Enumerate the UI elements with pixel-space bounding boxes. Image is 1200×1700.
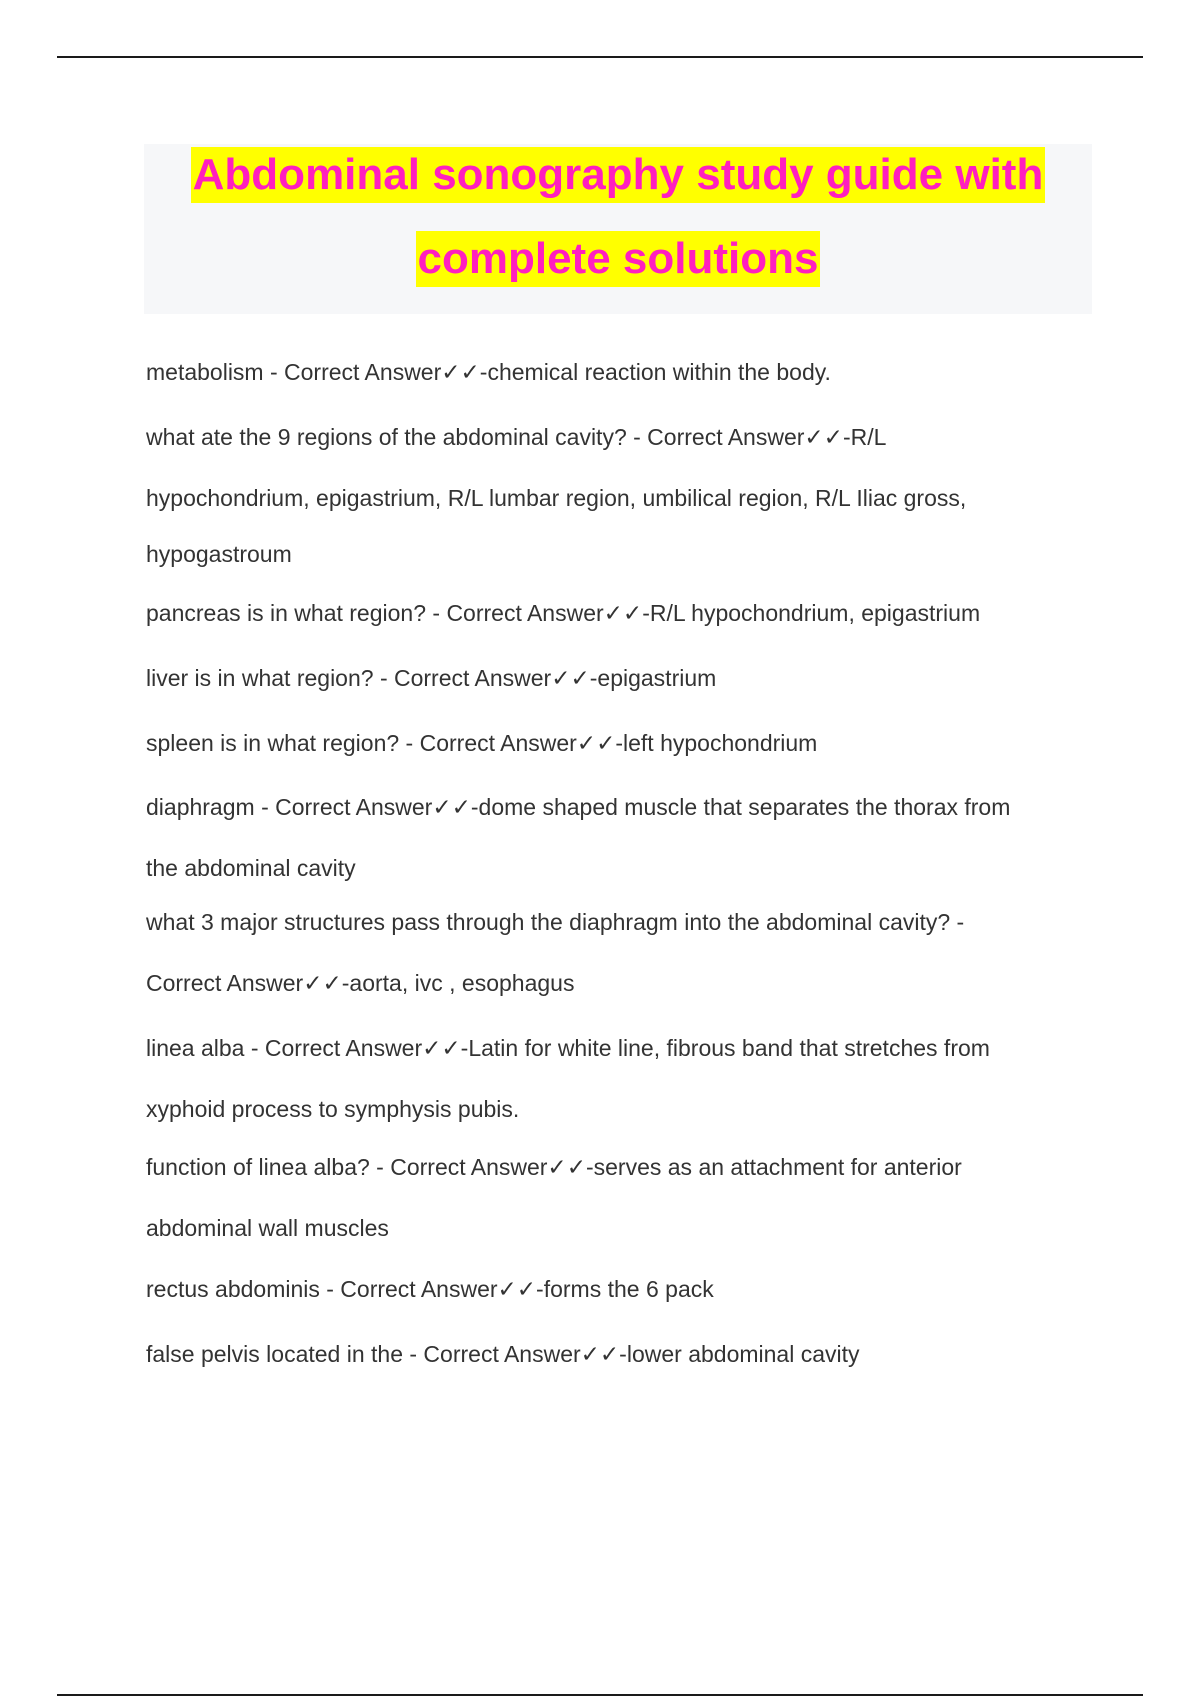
text-line: Correct Answer✓✓-aorta, ivc , esophagus: [146, 970, 575, 996]
text-line: the abdominal cavity: [146, 855, 356, 881]
top-divider: [57, 56, 1143, 58]
text-line: spleen is in what region? - Correct Answer✓✓-left hypochondrium: [146, 730, 818, 756]
text-line: diaphragm - Correct Answer✓✓-dome shaped muscle that separates the thorax from: [146, 794, 1011, 820]
text-line: linea alba - Correct Answer✓✓-Latin for white line, fibrous band that stretches from: [146, 1035, 990, 1061]
text-line: rectus abdominis - Correct Answer✓✓-forms the 6 pack: [146, 1276, 714, 1302]
text-line: what ate the 9 regions of the abdominal cavity? - Correct Answer✓✓-R/L: [146, 424, 887, 450]
title-block: [144, 144, 1092, 314]
text-line: what 3 major structures pass through the diaphragm into the abdominal cavity? -: [146, 909, 965, 935]
document-title-line-2: complete solutions: [416, 231, 821, 287]
text-line: pancreas is in what region? - Correct Answer✓✓-R/L hypochondrium, epigastrium: [146, 600, 981, 626]
bottom-divider: [57, 1694, 1143, 1696]
document-title-line-1: Abdominal sonography study guide with: [191, 147, 1046, 203]
text-line: hypochondrium, epigastrium, R/L lumbar region, umbilical region, R/L Iliac gross,: [146, 485, 967, 511]
text-line: xyphoid process to symphysis pubis.: [146, 1096, 520, 1122]
text-line: function of linea alba? - Correct Answer✓✓-serves as an attachment for anterior: [146, 1154, 962, 1180]
text-line: hypogastroum: [146, 541, 292, 567]
text-line: false pelvis located in the - Correct Answer✓✓-lower abdominal cavity: [146, 1341, 860, 1367]
text-line: metabolism - Correct Answer✓✓-chemical reaction within the body.: [146, 359, 831, 385]
text-line: abdominal wall muscles: [146, 1215, 389, 1241]
text-line: liver is in what region? - Correct Answer✓✓-epigastrium: [146, 665, 717, 691]
